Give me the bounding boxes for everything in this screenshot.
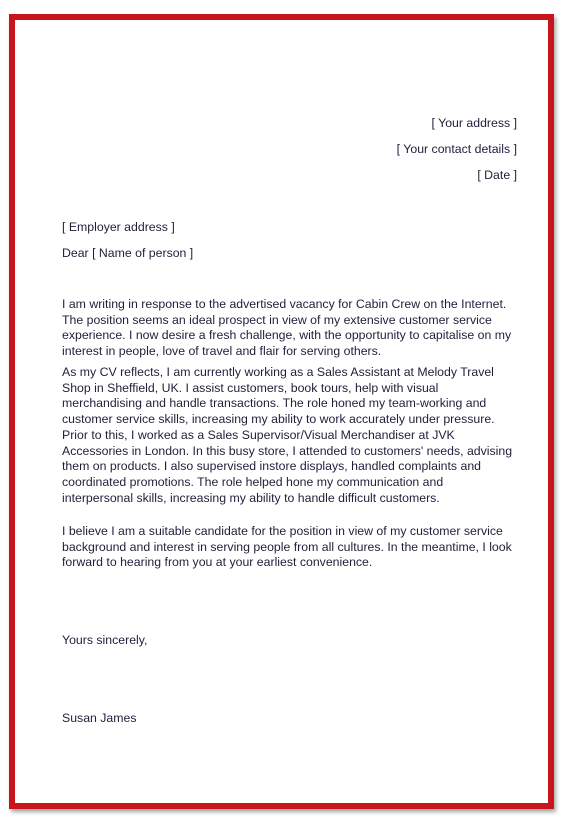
salutation: Dear [ Name of person ] [62,246,194,260]
signature-name: Susan James [62,711,137,725]
closing: Yours sincerely, [62,633,148,647]
sender-contact-details: [ Your contact details ] [396,142,517,156]
paragraph-1: I am writing in response to the advertised vacancy for Cabin Crew on the Internet. The position seems an ideal prospect in view of my extensive customer service experience. I now desire a fresh challenge, with the opportunity to capitalise on my interest in people, love of travel and flair for serving others. [62,297,512,359]
paragraph-2: As my CV reflects, I am currently working as a Sales Assistant at Melody Travel Shop in Sheffield, UK. I assist customers, book tours, help with visual merchandising and handle transactions. The role honed my team-working and customer service skills, increasing my ability to work accurately under pressure. Prior to this, I worked as a Sales Supervisor/Visual Merchandiser at JVK Accessories in London. In this busy store, I attended to customers' needs, advising them on products. I also supervised instore displays, handled complaints and coordinated promotions. The role helped hone my communication and interpersonal skills, increasing my ability to handle difficult customers. [62,365,513,505]
letter-page [9,14,554,809]
letter-date: [ Date ] [477,168,517,182]
employer-address: [ Employer address ] [62,220,175,234]
sender-address: [ Your address ] [431,116,517,130]
paragraph-3: I believe I am a suitable candidate for the position in view of my customer service background and interest in serving people from all cultures. In the meantime, I look forward to hearing from you at your earliest convenience. [62,524,512,570]
